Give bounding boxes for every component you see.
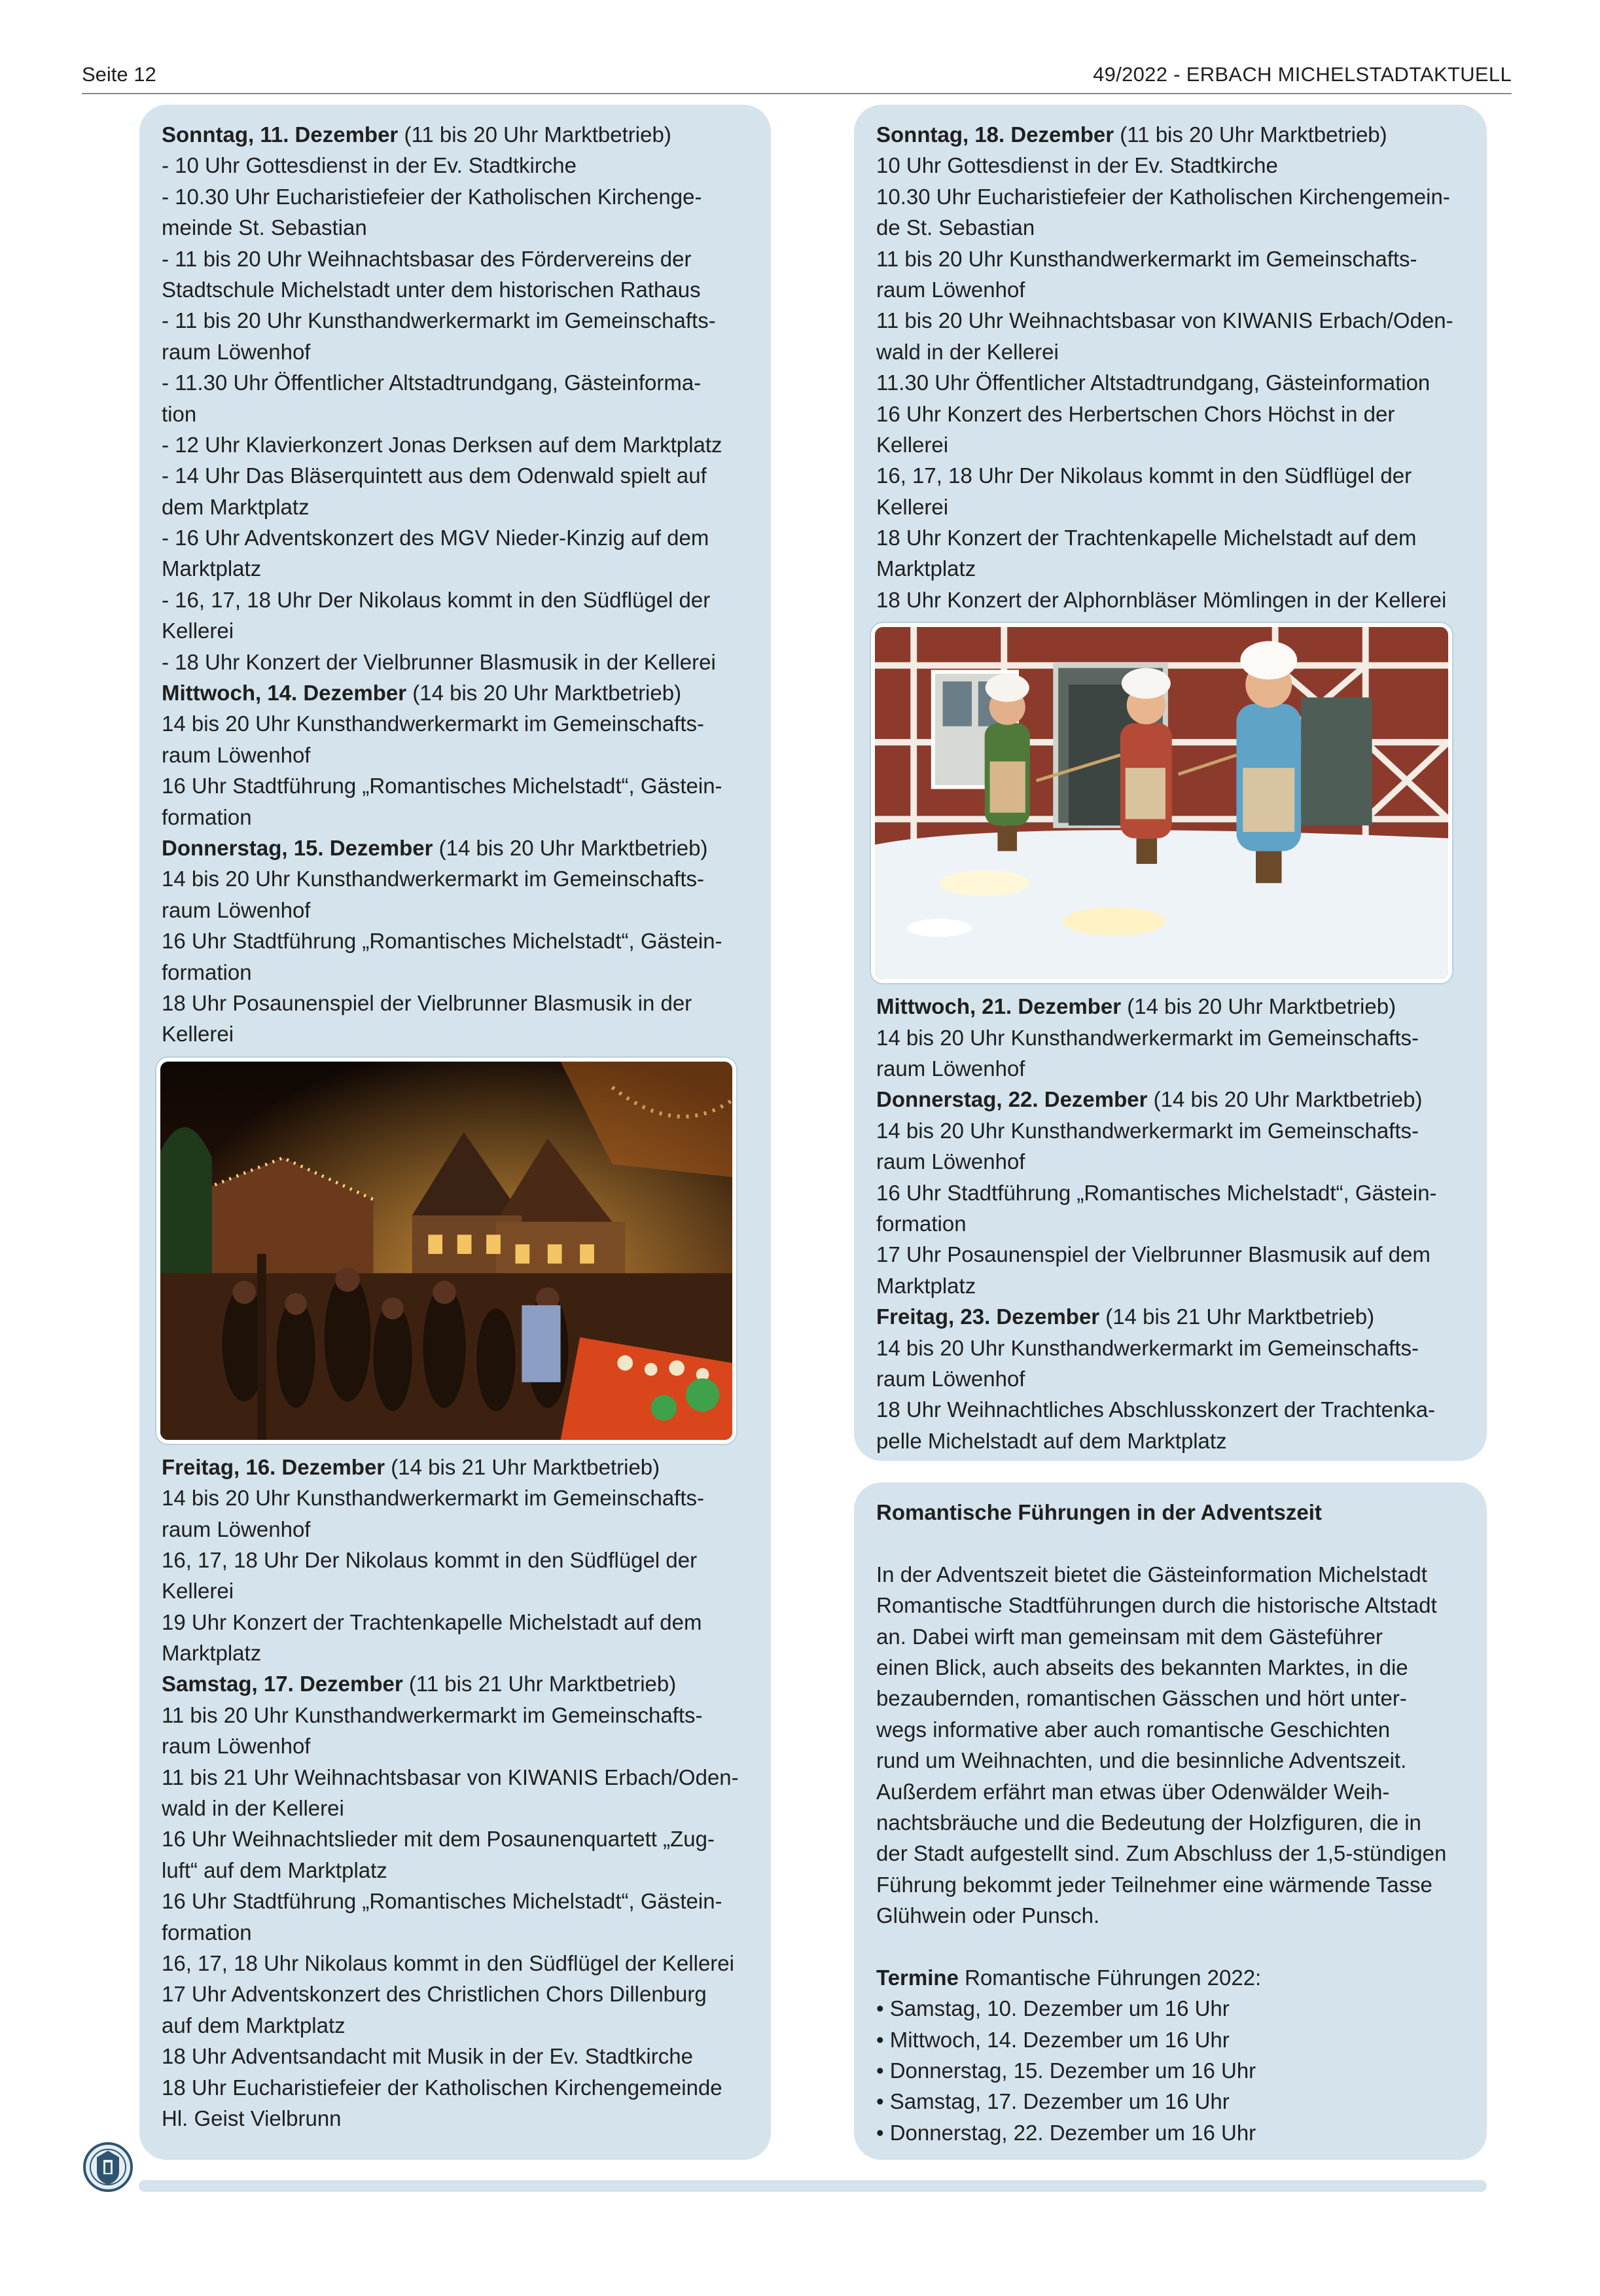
line-text: Hl. Geist Vielbrunn	[162, 2106, 342, 2130]
line-text: (11 bis 20 Uhr Marktbetrieb)	[398, 122, 671, 147]
left-schedule-box	[139, 105, 771, 2160]
text-line	[876, 274, 1465, 305]
bold-label: Donnerstag, 22. Dezember	[876, 1087, 1148, 1112]
text-line	[162, 1855, 749, 1886]
tours-info-box	[854, 1482, 1487, 2160]
text-line	[876, 305, 1465, 336]
text-line	[162, 1731, 749, 1761]
text-line	[162, 1018, 749, 1049]
line-text: Führung bekommt jeder Teilnehmer eine wärmende Tasse	[876, 1872, 1432, 1897]
text-line	[162, 1545, 749, 1575]
text-line	[162, 492, 749, 522]
line-text: raum Löwenhof	[162, 339, 311, 364]
text-line	[162, 647, 749, 677]
text-line	[876, 2055, 1465, 2086]
line-text: 10.30 Uhr Eucharistiefeier der Katholischen Kirchengemein-	[876, 184, 1450, 209]
text-line	[876, 1652, 1465, 1683]
schedule-list-top	[162, 119, 749, 1050]
text-line	[876, 1807, 1465, 1838]
text-line	[162, 460, 749, 491]
line-text: 16 Uhr Stadtführung „Romantisches Michelstadt“, Gästein-	[162, 1889, 722, 1914]
line-text: Kellerei	[876, 494, 949, 519]
bold-label: Freitag, 16. Dezember	[162, 1454, 385, 1479]
text-line	[876, 991, 1465, 1022]
line-text: (14 bis 21 Uhr Marktbetrieb)	[385, 1454, 660, 1479]
text-line	[162, 1514, 749, 1545]
text-line	[162, 1668, 749, 1699]
text-line	[162, 1452, 749, 1482]
schedule-list-bottom	[876, 991, 1465, 1456]
line-text: raum Löwenhof	[876, 1149, 1025, 1174]
text-line	[162, 1575, 749, 1606]
text-line	[876, 1745, 1465, 1776]
line-text: formation	[162, 1920, 252, 1945]
text-line	[162, 119, 749, 150]
text-line	[162, 957, 749, 988]
line-text: 14 bis 20 Uhr Kunsthandwerkermarkt im Gemeinschafts-	[876, 1025, 1419, 1050]
line-text: 16 Uhr Stadtführung „Romantisches Michelstadt“, Gästein-	[162, 929, 722, 954]
text-line	[876, 367, 1465, 398]
line-text: formation	[162, 804, 252, 829]
text-line	[162, 1979, 749, 2009]
line-text: 11 bis 21 Uhr Weihnachtsbasar von KIWANIS Erbach/Oden-	[162, 1765, 739, 1789]
text-line	[162, 522, 749, 553]
line-text: Marktplatz	[876, 1273, 976, 1298]
line-text: 17 Uhr Posaunenspiel der Vielbrunner Blasmusik auf dem	[876, 1242, 1431, 1267]
text-line	[162, 770, 749, 801]
text-line	[876, 1900, 1465, 1931]
text-line	[876, 150, 1465, 181]
text-line	[876, 522, 1465, 553]
town-crest-logo	[82, 2142, 133, 2193]
line-text: 16 Uhr Weihnachtslieder mit dem Posaunenquartett „Zug-	[162, 1827, 715, 1852]
text-line	[876, 1053, 1465, 1084]
text-line	[876, 181, 1465, 212]
line-text: raum Löwenhof	[162, 897, 311, 922]
line-text: 19 Uhr Konzert der Trachtenkapelle Michelstadt auf dem	[162, 1609, 702, 1634]
footer-bar	[139, 2180, 1487, 2192]
text-line	[162, 1700, 749, 1731]
text-line	[162, 2010, 749, 2041]
text-line	[876, 399, 1465, 429]
line-text: Marktplatz	[162, 1641, 262, 1666]
text-line	[876, 1683, 1465, 1713]
text-line	[876, 1177, 1465, 1208]
text-line	[876, 1084, 1465, 1115]
text-line	[162, 1886, 749, 1916]
text-line	[876, 1301, 1465, 1332]
line-text: raum Löwenhof	[876, 1366, 1025, 1391]
text-line	[876, 1270, 1465, 1301]
line-text: Kellerei	[162, 1579, 234, 1604]
line-text: Marktplatz	[162, 556, 262, 581]
line-text: meinde St. Sebastian	[162, 215, 367, 240]
schedule-list-top	[876, 119, 1465, 615]
text-line	[876, 212, 1465, 243]
line-text: 14 bis 20 Uhr Kunsthandwerkermarkt im Gemeinschafts-	[876, 1335, 1419, 1360]
text-line	[876, 1838, 1465, 1869]
schedule-list-bottom	[162, 1452, 749, 2134]
line-text: raum Löwenhof	[876, 277, 1025, 302]
line-text: 16, 17, 18 Uhr Der Nikolaus kommt in den Südflügel der	[876, 463, 1412, 488]
line-text: (14 bis 20 Uhr Marktbetrieb)	[406, 681, 682, 706]
text-line	[162, 1823, 749, 1854]
bold-label: Mittwoch, 21. Dezember	[876, 994, 1122, 1019]
text-line	[876, 2117, 1465, 2148]
line-text: dem Marktplatz	[162, 494, 310, 519]
page-header	[82, 63, 1512, 93]
line-text: 18 Uhr Konzert der Alphornbläser Mömlingen in der Kellerei	[876, 587, 1447, 612]
line-text: In der Adventszeit bietet die Gästeinformation Michelstadt	[876, 1562, 1427, 1587]
text-line	[876, 1993, 1465, 2024]
text-line	[876, 1621, 1465, 1652]
line-text: auf dem Marktplatz	[162, 2013, 346, 2037]
line-text: - 14 Uhr Das Bläserquintett aus dem Odenwald spielt auf	[162, 463, 707, 488]
line-text: 16, 17, 18 Uhr Der Nikolaus kommt in den Südflügel der	[162, 1547, 698, 1572]
line-text: 14 bis 20 Uhr Kunsthandwerkermarkt im Gemeinschafts-	[162, 711, 704, 736]
text-line	[876, 1146, 1465, 1177]
line-text: luft“ auf dem Marktplatz	[162, 1857, 387, 1882]
header-rule	[82, 93, 1512, 94]
text-line	[876, 1426, 1465, 1456]
line-text: - 18 Uhr Konzert der Vielbrunner Blasmusik in der Kellerei	[162, 649, 716, 674]
text-line	[162, 677, 749, 708]
line-text: Stadtschule Michelstadt unter dem historischen Rathaus	[162, 277, 701, 302]
bold-label: Mittwoch, 14. Dezember	[162, 681, 407, 706]
line-text: formation	[162, 960, 252, 984]
line-text: Marktplatz	[876, 556, 976, 581]
line-text: 16 Uhr Konzert des Herbertschen Chors Höchst in der	[876, 401, 1395, 426]
text-line	[162, 1762, 749, 1793]
line-text: Kellerei	[162, 1022, 234, 1047]
line-text: wald in der Kellerei	[876, 339, 1059, 364]
line-text: de St. Sebastian	[876, 215, 1035, 240]
text-line	[162, 863, 749, 894]
text-line	[162, 925, 749, 956]
text-line	[876, 1776, 1465, 1807]
text-line	[162, 274, 749, 305]
text-line	[876, 119, 1465, 150]
text-line	[876, 492, 1465, 522]
line-text: wegs informative aber auch romantische Geschichten	[876, 1717, 1391, 1742]
line-text: raum Löwenhof	[162, 742, 311, 767]
text-line	[876, 1022, 1465, 1053]
line-text: raum Löwenhof	[876, 1056, 1025, 1081]
text-line	[876, 1931, 1465, 1962]
text-line	[876, 1333, 1465, 1363]
line-text: - 12 Uhr Klavierkonzert Jonas Derksen auf dem Marktplatz	[162, 432, 722, 457]
line-text: 11 bis 20 Uhr Kunsthandwerkermarkt im Gemeinschafts-	[162, 1702, 703, 1727]
line-text: tion	[162, 401, 197, 426]
text-line	[162, 399, 749, 429]
text-line	[162, 2041, 749, 2072]
text-line	[876, 243, 1465, 274]
text-line	[162, 740, 749, 770]
page-number: Seite 12	[82, 63, 156, 86]
text-line	[876, 336, 1465, 367]
line-text: bezaubernden, romantischen Gässchen und hört unter-	[876, 1686, 1407, 1711]
text-line	[162, 181, 749, 212]
text-line	[876, 1528, 1465, 1558]
line-text: - 11 bis 20 Uhr Kunsthandwerkermarkt im Gemeinschafts-	[162, 308, 716, 333]
line-text: raum Löwenhof	[162, 1516, 311, 1541]
text-line	[876, 460, 1465, 491]
bold-label: Termine	[876, 1965, 959, 1990]
text-line	[876, 1239, 1465, 1270]
text-line	[876, 1497, 1465, 1528]
line-text: nachtsbräuche und die Bedeutung der Holzfiguren, die in	[876, 1810, 1421, 1835]
text-line	[162, 553, 749, 584]
publication-title: 49/2022 - ERBACH MICHELSTADTAKTUELL	[1093, 63, 1512, 86]
line-text: (11 bis 20 Uhr Marktbetrieb)	[1114, 122, 1387, 147]
line-text: - 10.30 Uhr Eucharistiefeier der Katholischen Kirchenge-	[162, 184, 702, 209]
text-line	[162, 1948, 749, 1979]
line-text: (11 bis 21 Uhr Marktbetrieb)	[402, 1672, 677, 1696]
line-text: (14 bis 20 Uhr Marktbetrieb)	[1147, 1087, 1423, 1112]
wooden-figures-photo	[871, 623, 1452, 983]
line-text: 16 Uhr Stadtführung „Romantisches Michelstadt“, Gästein-	[876, 1180, 1437, 1205]
line-text: rund um Weihnachten, und die besinnliche Adventszeit.	[876, 1748, 1407, 1773]
text-line	[876, 584, 1465, 615]
line-text: Außerdem erfährt man etwas über Odenwälder Weih-	[876, 1779, 1390, 1804]
text-line	[162, 584, 749, 615]
text-line	[162, 833, 749, 863]
text-line	[876, 1394, 1465, 1425]
bold-label: Samstag, 17. Dezember	[162, 1672, 403, 1696]
line-text: raum Löwenhof	[162, 1734, 311, 1759]
line-text: (14 bis 20 Uhr Marktbetrieb)	[433, 835, 708, 860]
line-text: pelle Michelstadt auf dem Marktplatz	[876, 1428, 1227, 1453]
text-line	[876, 2086, 1465, 2117]
line-text: • Donnerstag, 15. Dezember um 16 Uhr	[876, 2058, 1256, 2083]
text-line	[162, 1638, 749, 1668]
bold-label: Sonntag, 18. Dezember	[876, 122, 1114, 147]
text-line	[162, 615, 749, 646]
text-line	[876, 2024, 1465, 2055]
text-line	[162, 708, 749, 739]
line-text: - 11.30 Uhr Öffentlicher Altstadtrundgang, Gästeinforma-	[162, 370, 702, 395]
tours-info-text	[876, 1497, 1465, 2148]
line-text: 14 bis 20 Uhr Kunsthandwerkermarkt im Gemeinschafts-	[162, 1486, 704, 1511]
line-text: 18 Uhr Konzert der Trachtenkapelle Michelstadt auf dem	[876, 526, 1417, 550]
line-text: - 16, 17, 18 Uhr Der Nikolaus kommt in den Südflügel der	[162, 587, 711, 612]
text-line	[162, 336, 749, 367]
line-text: 14 bis 20 Uhr Kunsthandwerkermarkt im Gemeinschafts-	[162, 867, 704, 891]
line-text: 11.30 Uhr Öffentlicher Altstadtrundgang, Gästeinformation	[876, 370, 1431, 395]
text-line	[876, 1363, 1465, 1394]
right-schedule-box	[854, 105, 1487, 1461]
text-line	[876, 1590, 1465, 1621]
text-line	[162, 1607, 749, 1638]
text-line	[162, 2072, 749, 2103]
text-line	[876, 1115, 1465, 1146]
line-text: formation	[876, 1211, 967, 1236]
line-text: • Donnerstag, 22. Dezember um 16 Uhr	[876, 2120, 1256, 2145]
line-text: Kellerei	[876, 432, 949, 457]
text-line	[876, 1559, 1465, 1590]
text-line	[162, 1482, 749, 1513]
text-line	[162, 243, 749, 274]
line-text: einen Blick, auch abseits des bekannten Marktes, in die	[876, 1655, 1408, 1679]
line-text: wald in der Kellerei	[162, 1796, 344, 1821]
bold-label: Donnerstag, 15. Dezember	[162, 835, 433, 860]
line-text: • Samstag, 17. Dezember um 16 Uhr	[876, 2089, 1230, 2114]
text-line	[876, 553, 1465, 584]
line-text: 17 Uhr Adventskonzert des Christlichen Chors Dillenburg	[162, 1982, 707, 2007]
text-line	[162, 150, 749, 181]
text-line	[162, 1793, 749, 1823]
text-line	[876, 1714, 1465, 1745]
text-line	[162, 367, 749, 398]
line-text: • Mittwoch, 14. Dezember um 16 Uhr	[876, 2027, 1230, 2052]
line-text: 18 Uhr Eucharistiefeier der Katholischen Kirchengemeinde	[162, 2075, 722, 2100]
line-text: - 16 Uhr Adventskonzert des MGV Nieder-Kinzig auf dem	[162, 526, 709, 550]
line-text: Glühwein oder Punsch.	[876, 1903, 1100, 1928]
line-text: 10 Uhr Gottesdienst in der Ev. Stadtkirche	[876, 153, 1278, 178]
text-line	[162, 988, 749, 1018]
line-text: der Stadt aufgestellt sind. Zum Abschluss der 1,5-stündigen	[876, 1841, 1447, 1866]
christmas-market-photo	[156, 1058, 736, 1444]
line-text: • Samstag, 10. Dezember um 16 Uhr	[876, 1996, 1230, 2021]
bold-label: Romantische Führungen in der Adventszeit	[876, 1500, 1322, 1524]
text-line	[876, 429, 1465, 460]
line-text: Romantische Stadtführungen durch die historische Altstadt	[876, 1593, 1437, 1618]
line-text: 16 Uhr Stadtführung „Romantisches Michelstadt“, Gästein-	[162, 774, 722, 798]
line-text: 11 bis 20 Uhr Weihnachtsbasar von KIWANIS Erbach/Oden-	[876, 308, 1453, 333]
line-text: 14 bis 20 Uhr Kunsthandwerkermarkt im Gemeinschafts-	[876, 1118, 1419, 1143]
line-text: 11 bis 20 Uhr Kunsthandwerkermarkt im Gemeinschafts-	[876, 246, 1417, 271]
line-text: 18 Uhr Weihnachtliches Abschlusskonzert der Trachtenka-	[876, 1397, 1436, 1422]
line-text: Romantische Führungen 2022:	[958, 1965, 1262, 1990]
text-line	[876, 1962, 1465, 1993]
text-line	[162, 1917, 749, 1948]
line-text: Kellerei	[162, 619, 234, 643]
bold-label: Sonntag, 11. Dezember	[162, 122, 399, 147]
line-text: 18 Uhr Adventsandacht mit Musik in der Ev. Stadtkirche	[162, 2044, 693, 2069]
text-line	[876, 1208, 1465, 1239]
text-line	[162, 212, 749, 243]
bold-label: Freitag, 23. Dezember	[876, 1304, 1100, 1329]
line-text: - 11 bis 20 Uhr Weihnachtsbasar des Fördervereins der	[162, 246, 692, 271]
text-line	[162, 895, 749, 925]
line-text: 18 Uhr Posaunenspiel der Vielbrunner Blasmusik in der	[162, 990, 692, 1015]
text-line	[162, 305, 749, 336]
line-text: an. Dabei wirft man gemeinsam mit dem Gästeführer	[876, 1624, 1383, 1649]
text-line	[876, 1869, 1465, 1900]
line-text: - 10 Uhr Gottesdienst in der Ev. Stadtkirche	[162, 153, 577, 178]
text-line	[162, 2103, 749, 2134]
line-text: (14 bis 20 Uhr Marktbetrieb)	[1121, 994, 1396, 1019]
text-line	[162, 429, 749, 460]
line-text: 16, 17, 18 Uhr Nikolaus kommt in den Südflügel der Kellerei	[162, 1950, 734, 1975]
text-line	[162, 802, 749, 833]
line-text: (14 bis 21 Uhr Marktbetrieb)	[1099, 1304, 1375, 1329]
